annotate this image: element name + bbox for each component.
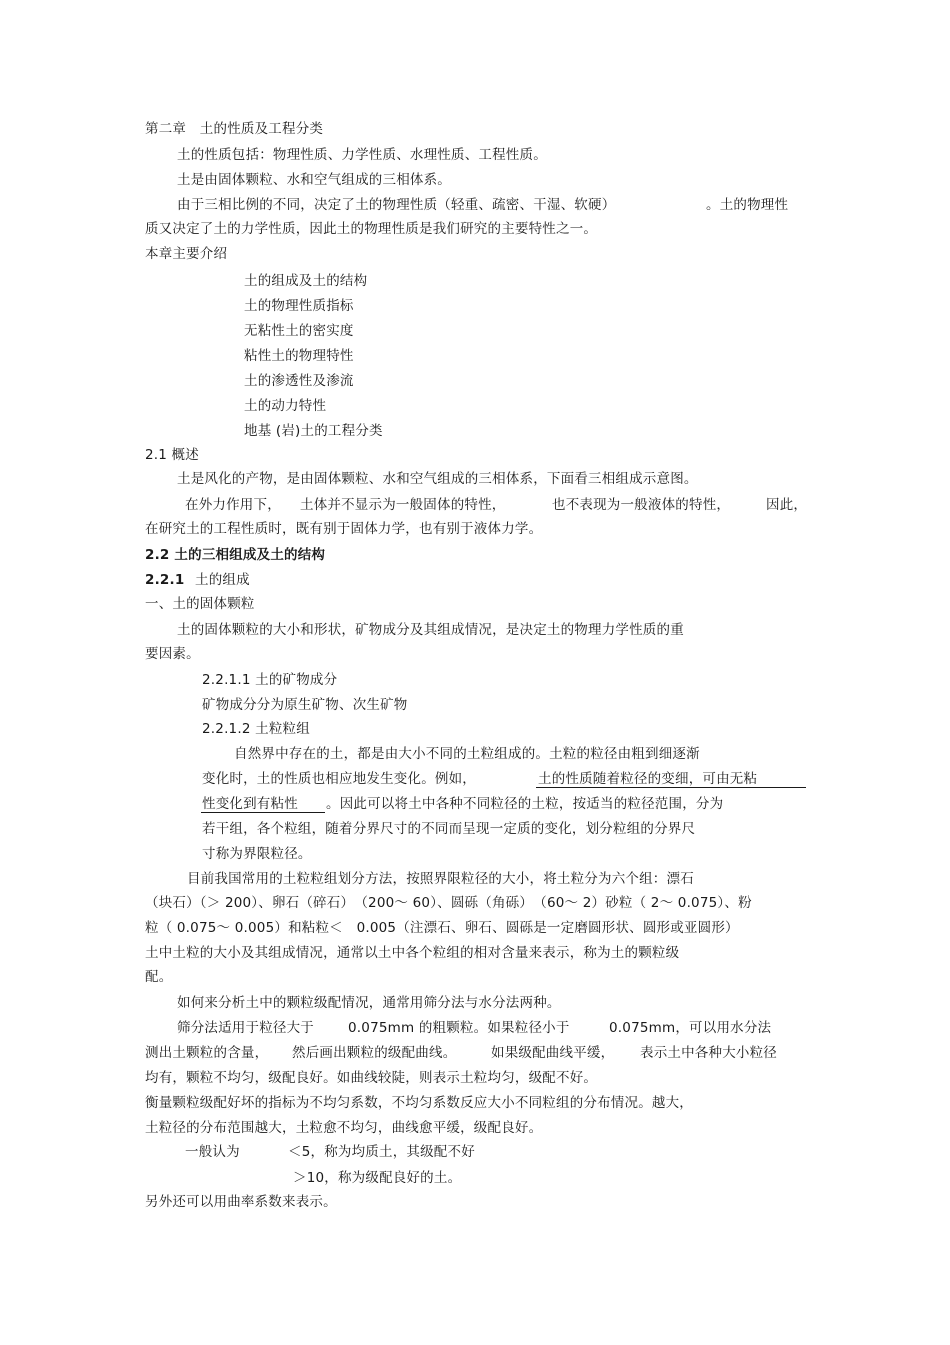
paragraph-fragment: 也不表现为一般液体的特性， [552,497,731,513]
paragraph-fragment: ＞10，称为级配良好的土。 [293,1170,462,1186]
paragraph-fragment: 然后画出颗粒的级配曲线。 [292,1045,457,1061]
paragraph: 变化时，土的性质也相应地发生变化。例如， [202,771,476,787]
subsubsection-heading: 2.2.1.1 土的矿物成分 [202,672,338,688]
underline [201,812,325,813]
paragraph: 。因此可以将土中各种不同粒径的土粒，按适当的粒径范围，分为 [326,796,724,812]
paragraph: 在研究土的工程性质时，既有别于固体力学，也有别于液体力学。 [145,521,543,537]
paragraph-fragment: 。土的物理性 [706,197,789,213]
paragraph: 目前我国常用的土粒粒组划分方法，按照界限粒径的大小，将土粒分为六个组：漂石 [187,871,694,887]
paragraph-fragment: 0.075mm，可以用水分法 [609,1020,772,1036]
paragraph-fragment: 因此， [766,497,808,513]
paragraph-fragment: 一般认为 [185,1144,240,1160]
section-heading: 2.1 概述 [145,447,199,463]
paragraph: 土粒径的分布范围越大，土粒愈不均匀，曲线愈平缓，级配良好。 [145,1120,543,1136]
part-heading: 一、土的固体颗粒 [145,596,255,612]
topic-item: 土的渗透性及渗流 [244,373,354,389]
paragraph: 土的性质包括：物理性质、力学性质、水理性质、工程性质。 [177,147,547,163]
paragraph: 均有，颗粒不均匀，级配良好。如曲线较陡，则表示土粒均匀，级配不好。 [145,1070,598,1086]
paragraph-fragment: 筛分法适用于粒径大于 [177,1020,314,1036]
underline [536,787,806,788]
intro-title: 本章主要介绍 [145,246,228,262]
subsection-title: 土的组成 [195,572,250,588]
subsubsection-heading: 2.2.1.2 土粒粒组 [202,721,310,737]
paragraph-fragment: 如果级配曲线平缓， [491,1045,615,1061]
paragraph: （块石）（＞ 200）、卵石（碎石） （200～ 60）、圆砾（角砾） （60～ 2）砂粒（ 2～ 0.075）、粉 [145,895,752,911]
topic-item: 粘性土的物理特性 [244,348,354,364]
paragraph: 如何来分析土中的颗粒级配情况，通常用筛分法与水分法两种。 [177,995,561,1011]
paragraph: 土是风化的产物，是由固体颗粒、水和空气组成的三相体系，下面看三相组成示意图。 [177,471,698,487]
paragraph-fragment: ＜5，称为均质土，其级配不好 [288,1144,475,1160]
paragraph: 土的固体颗粒的大小和形状，矿物成分及其组成情况，是决定土的物理力学性质的重 [177,622,684,638]
paragraph: 衡量颗粒级配好坏的指标为不均匀系数，不均匀系数反应大小不同粒组的分布情况。越大， [145,1095,693,1111]
paragraph: 矿物成分分为原生矿物、次生矿物 [202,697,408,713]
paragraph: 土中土粒的大小及其组成情况，通常以土中各个粒组的相对含量来表示，称为土的颗粒级 [145,945,680,961]
paragraph: 另外还可以用曲率系数来表示。 [145,1194,337,1210]
paragraph: 寸称为界限粒径。 [202,846,312,862]
paragraph: 质又决定了土的力学性质，因此土的物理性质是我们研究的主要特性之一。 [145,221,598,237]
paragraph: 土是由固体颗粒、水和空气组成的三相体系。 [177,172,451,188]
topic-item: 土的组成及土的结构 [244,273,368,289]
paragraph: 配。 [145,969,173,985]
underlined-text: 性变化到有粘性 [202,796,298,812]
paragraph: 自然界中存在的土，都是由大小不同的土粒组成的。土粒的粒径由粗到细逐渐 [234,746,700,762]
underlined-text: 土的性质随着粒径的变细，可由无粘 [538,771,758,787]
paragraph-fragment: 土体并不显示为一般固体的特性， [300,497,506,513]
paragraph: 若干组，各个粒组，随着分界尺寸的不同而呈现一定质的变化，划分粒组的分界尺 [202,821,696,837]
topic-item: 无粘性土的密实度 [244,323,354,339]
chapter-heading: 第二章 土的性质及工程分类 [145,121,324,137]
topic-item: 土的动力特性 [244,398,327,414]
topic-item: 地基 (岩)土的工程分类 [244,423,383,439]
paragraph-fragment: 表示土中各种大小粒径 [640,1045,777,1061]
topic-item: 土的物理性质指标 [244,298,354,314]
paragraph: 要因素。 [145,646,200,662]
subsection-number: 2.2.1 [145,572,185,588]
section-heading: 2.2 土的三相组成及土的结构 [145,547,326,563]
paragraph-fragment: 测出土颗粒的含量， [145,1045,269,1061]
paragraph-fragment: 0.075mm 的粗颗粒。如果粒径小于 [348,1020,570,1036]
paragraph: 由于三相比例的不同，决定了土的物理性质（轻重、疏密、干湿、软硬） [177,197,616,213]
paragraph-fragment: 在外力作用下， [185,497,281,513]
paragraph: 粒（ 0.075～ 0.005）和粘粒＜ 0.005（注漂石、卵石、圆砾是一定磨圆形状、圆形或亚圆形） [145,920,739,936]
